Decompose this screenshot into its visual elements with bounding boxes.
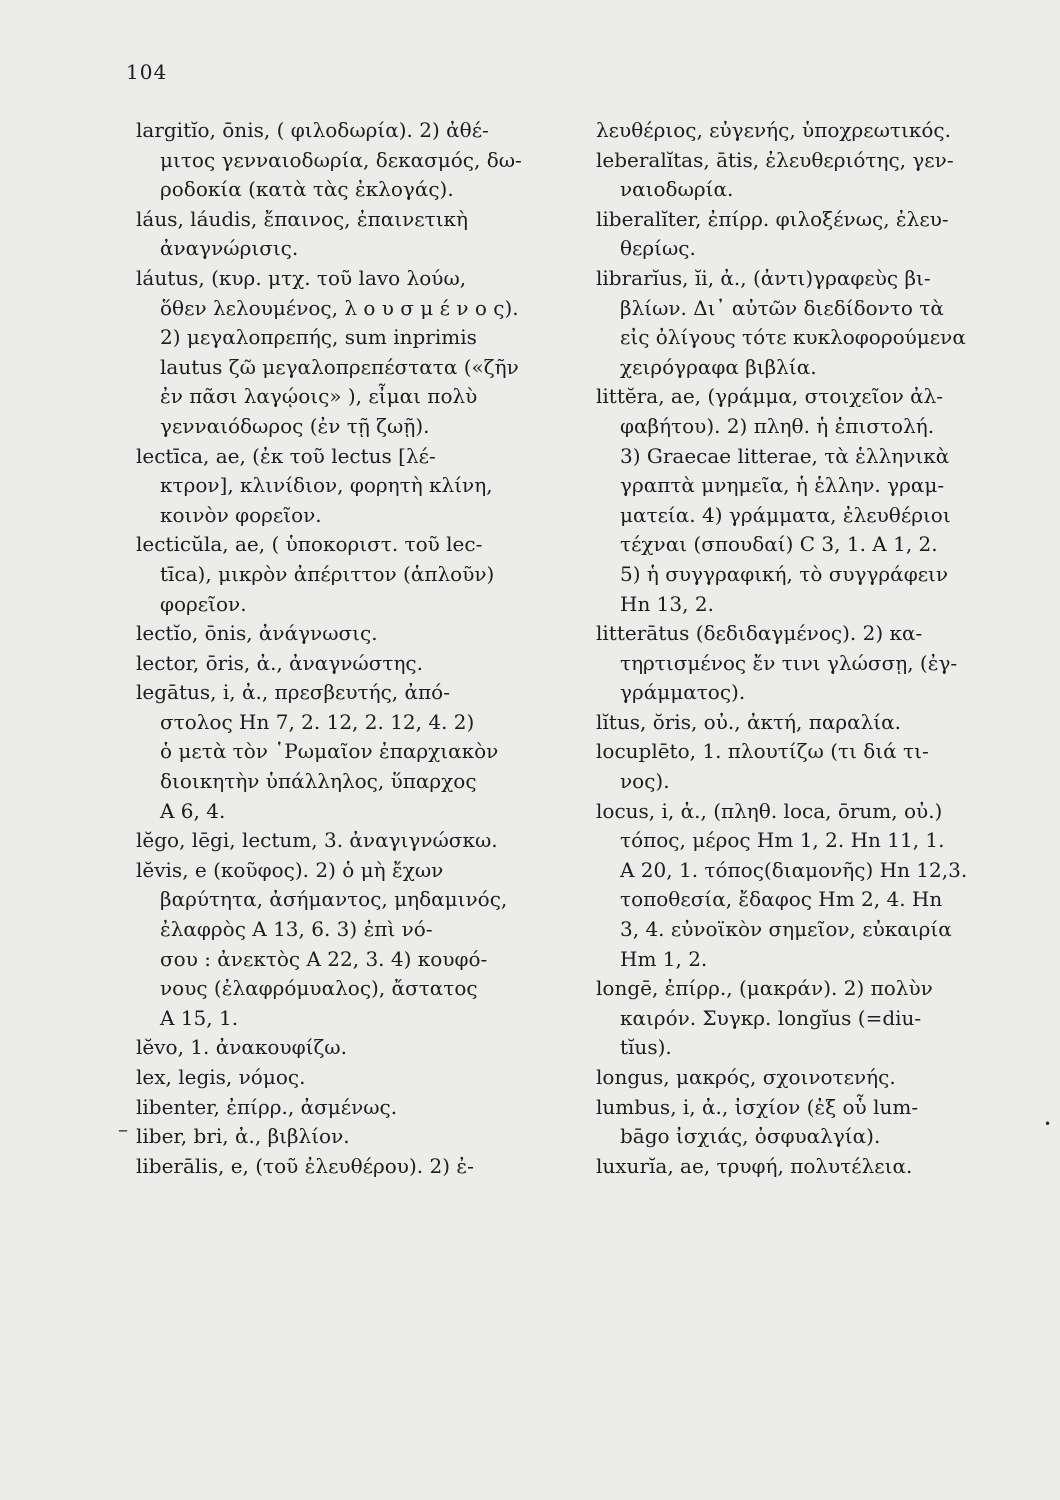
dictionary-line: liberālis, e, (τοῦ ἐλευθέρου). 2) ἐ- — [136, 1153, 474, 1178]
page-number: 104 — [126, 60, 168, 84]
dictionary-line: νος). — [620, 769, 670, 794]
dictionary-line: ὁ μετὰ τὸν ῾Ρωμαῖον ἐπαρχιακὸν — [160, 739, 499, 764]
dictionary-line: βλίων. Δι᾽ αὐτῶν διεδίδοντο τὰ — [620, 295, 944, 320]
dictionary-line: lecticŭla, ae, ( ὑποκοριστ. τοῦ lec- — [136, 532, 483, 557]
dictionary-line: luxurĭa, ae, τρυφή, πολυτέλεια. — [596, 1153, 913, 1178]
dictionary-line: γράμματος). — [620, 680, 746, 705]
right-column — [596, 116, 1036, 1181]
dictionary-line: τοποθεσία, ἔδαφος Hm 2, 4. Hn — [620, 887, 943, 912]
dictionary-line: locuplēto, 1. πλουτίζω (τι διά τι- — [596, 739, 929, 764]
dictionary-line: ὅθεν λελουμένος, λ ο υ σ μ έ ν ο ς). — [160, 295, 519, 320]
dictionary-line: νους (ἐλαφρόμυαλος), ἄστατος — [160, 976, 478, 1001]
dictionary-line: láus, láudis, ἔπαινος, ἐπαινετικὴ — [136, 206, 469, 231]
dictionary-line: στολος Hn 7, 2. 12, 2. 12, 4. 2) — [160, 709, 475, 734]
dictionary-line: A 15, 1. — [160, 1005, 239, 1030]
dictionary-line: lĕvis, e (κοῦφος). 2) ὁ μὴ ἔχων — [136, 857, 444, 882]
dictionary-line: A 6, 4. — [160, 798, 226, 823]
dictionary-line: ἐλαφρὸς A 13, 6. 3) ἐπὶ νό- — [160, 917, 433, 942]
dictionary-line: legātus, i, ἀ., πρεσβευτής, ἀπό- — [136, 680, 450, 705]
dictionary-line: liber, bri, ἀ., βιβλίον. — [136, 1124, 350, 1149]
dictionary-line: γραπτὰ μνημεῖα, ἡ ἑλλην. γραμ- — [620, 473, 945, 498]
dictionary-line: lex, legis, νόμος. — [136, 1065, 306, 1089]
dictionary-line: Hm 1, 2. — [620, 946, 708, 971]
dictionary-line: littĕra, ae, (γράμμα, στοιχεῖον ἀλ- — [596, 384, 944, 409]
dictionary-line: tĭus). — [620, 1035, 672, 1060]
dictionary-line: longē, ἐπίρρ., (μακράν). 2) πολὺν — [596, 976, 933, 1001]
dictionary-line: 2) μεγαλοπρεπής, sum inprimis — [160, 325, 477, 350]
dictionary-line: libenter, ἐπίρρ., ἀσμένως. — [136, 1094, 398, 1119]
dictionary-line: 5) ἡ συγγραφική, τὸ συγγράφειν — [620, 561, 949, 586]
dictionary-line: χειρόγραφα βιβλία. — [620, 354, 817, 379]
dictionary-line: largitĭo, ōnis, ( φιλοδωρία). 2) ἀθέ- — [136, 118, 489, 142]
dictionary-line: ναιοδωρία. — [620, 177, 734, 202]
dictionary-line: γενναιόδωρος (ἐν τῇ ζωῇ). — [160, 413, 430, 438]
dictionary-line: ροδοκία (κατὰ τὰς ἐκλογάς). — [160, 177, 454, 202]
dictionary-line: διοικητὴν ὑπάλληλος, ὕπαρχος — [160, 769, 477, 794]
dictionary-line: ἐν πᾶσι λαγῴοις» ), εἶμαι πολὺ — [160, 384, 478, 409]
dictionary-line: leberalĭtas, ātis, ἐλευθεριότης, γεν- — [596, 147, 954, 172]
dictionary-line: 3, 4. εὐνοϊκὸν σημεῖον, εὐκαιρία — [620, 917, 952, 942]
dictionary-line: liberalĭter, ἐπίρρ. φιλοξένως, ἐλευ- — [596, 206, 949, 231]
dictionary-line: βαρύτητα, ἀσήμαντος, μηδαμινός, — [160, 887, 508, 912]
dictionary-line: μιτος γενναιοδωρία, δεκασμός, δω- — [160, 147, 522, 172]
dictionary-line: lectīca, ae, (ἐκ τοῦ lectus [λέ- — [136, 443, 436, 468]
dictionary-line: κτρον], κλινίδιον, φορητὴ κλίνη, — [160, 473, 493, 498]
dictionary-line: lumbus, i, ἀ., ἰσχίον (ἐξ οὗ lum- — [596, 1094, 919, 1119]
dictionary-line: τηρτισμένος ἔν τινι γλώσσῃ, (ἐγ- — [620, 650, 958, 675]
dictionary-line: lĭtus, ŏris, οὐ., ἀκτή, παραλία. — [596, 709, 901, 734]
dictionary-line: 3) Graecae litterae, τὰ ἑλληνικὰ — [620, 443, 950, 468]
dictionary-line: ματεία. 4) γράμματα, ἐλευθέριοι — [620, 502, 951, 527]
dictionary-line: κοινὸν φορεῖον. — [160, 502, 322, 527]
dictionary-line: φορεῖον. — [160, 591, 247, 616]
dictionary-line: ἀναγνώρισις. — [160, 236, 299, 261]
dictionary-line: locus, i, ἀ., (πληθ. loca, ōrum, οὐ.) — [596, 798, 943, 823]
dictionary-line: lĕgo, lēgi, lectum, 3. ἀναγιγνώσκω. — [136, 828, 498, 853]
dictionary-line: τέχναι (σπουδαί) C 3, 1. A 1, 2. — [620, 532, 938, 557]
dictionary-line: θερίως. — [620, 236, 696, 261]
dictionary-line: εἰς ὀλίγους τότε κυκλοφορούμενα — [620, 325, 966, 350]
dictionary-line: λευθέριος, εὐγενής, ὑποχρεωτικός. — [596, 118, 951, 142]
dictionary-line: bāgo ἰσχιάς, ὀσφυαλγία). — [620, 1124, 881, 1149]
dictionary-line: φαβήτου). 2) πληθ. ἡ ἐπιστολή. — [620, 413, 935, 438]
dictionary-line: καιρόν. Συγκρ. longĭus (=diu- — [620, 1005, 922, 1030]
margin-dot-mark: • — [1044, 1117, 1052, 1131]
dictionary-line: litterātus (δεδιδαγμένος). 2) κα- — [596, 621, 923, 646]
dictionary-line: lautus ζῶ μεγαλοπρεπέστατα («ζῆν — [160, 354, 519, 379]
dictionary-line: τόπος, μέρος Hm 1, 2. Hn 11, 1. — [620, 828, 945, 853]
dictionary-line: láutus, (κυρ. μτχ. τοῦ lavo λούω, — [136, 265, 467, 290]
left-column — [136, 116, 568, 1181]
margin-dash-mark: – — [118, 1117, 128, 1141]
dictionary-line: tīca), μικρὸν ἀπέριττον (ἁπλοῦν) — [160, 561, 495, 586]
dictionary-line: Hn 13, 2. — [620, 591, 714, 616]
dictionary-line: A 20, 1. τόπος(διαμονῆς) Hn 12,3. — [620, 857, 968, 882]
dictionary-line: lĕvo, 1. ἀνακουφίζω. — [136, 1035, 347, 1060]
dictionary-line: σου : ἀνεκτὸς A 22, 3. 4) κουφό- — [160, 946, 488, 971]
dictionary-line: lector, ōris, ἀ., ἀναγνώστης. — [136, 650, 423, 675]
dictionary-line: librarĭus, ĭi, ἀ., (ἀντι)γραφεὺς βι- — [596, 265, 931, 290]
dictionary-line: longus, μακρός, σχοινοτενής. — [596, 1065, 896, 1089]
dictionary-line: lectĭo, ōnis, ἀνάγνωσις. — [136, 621, 378, 646]
